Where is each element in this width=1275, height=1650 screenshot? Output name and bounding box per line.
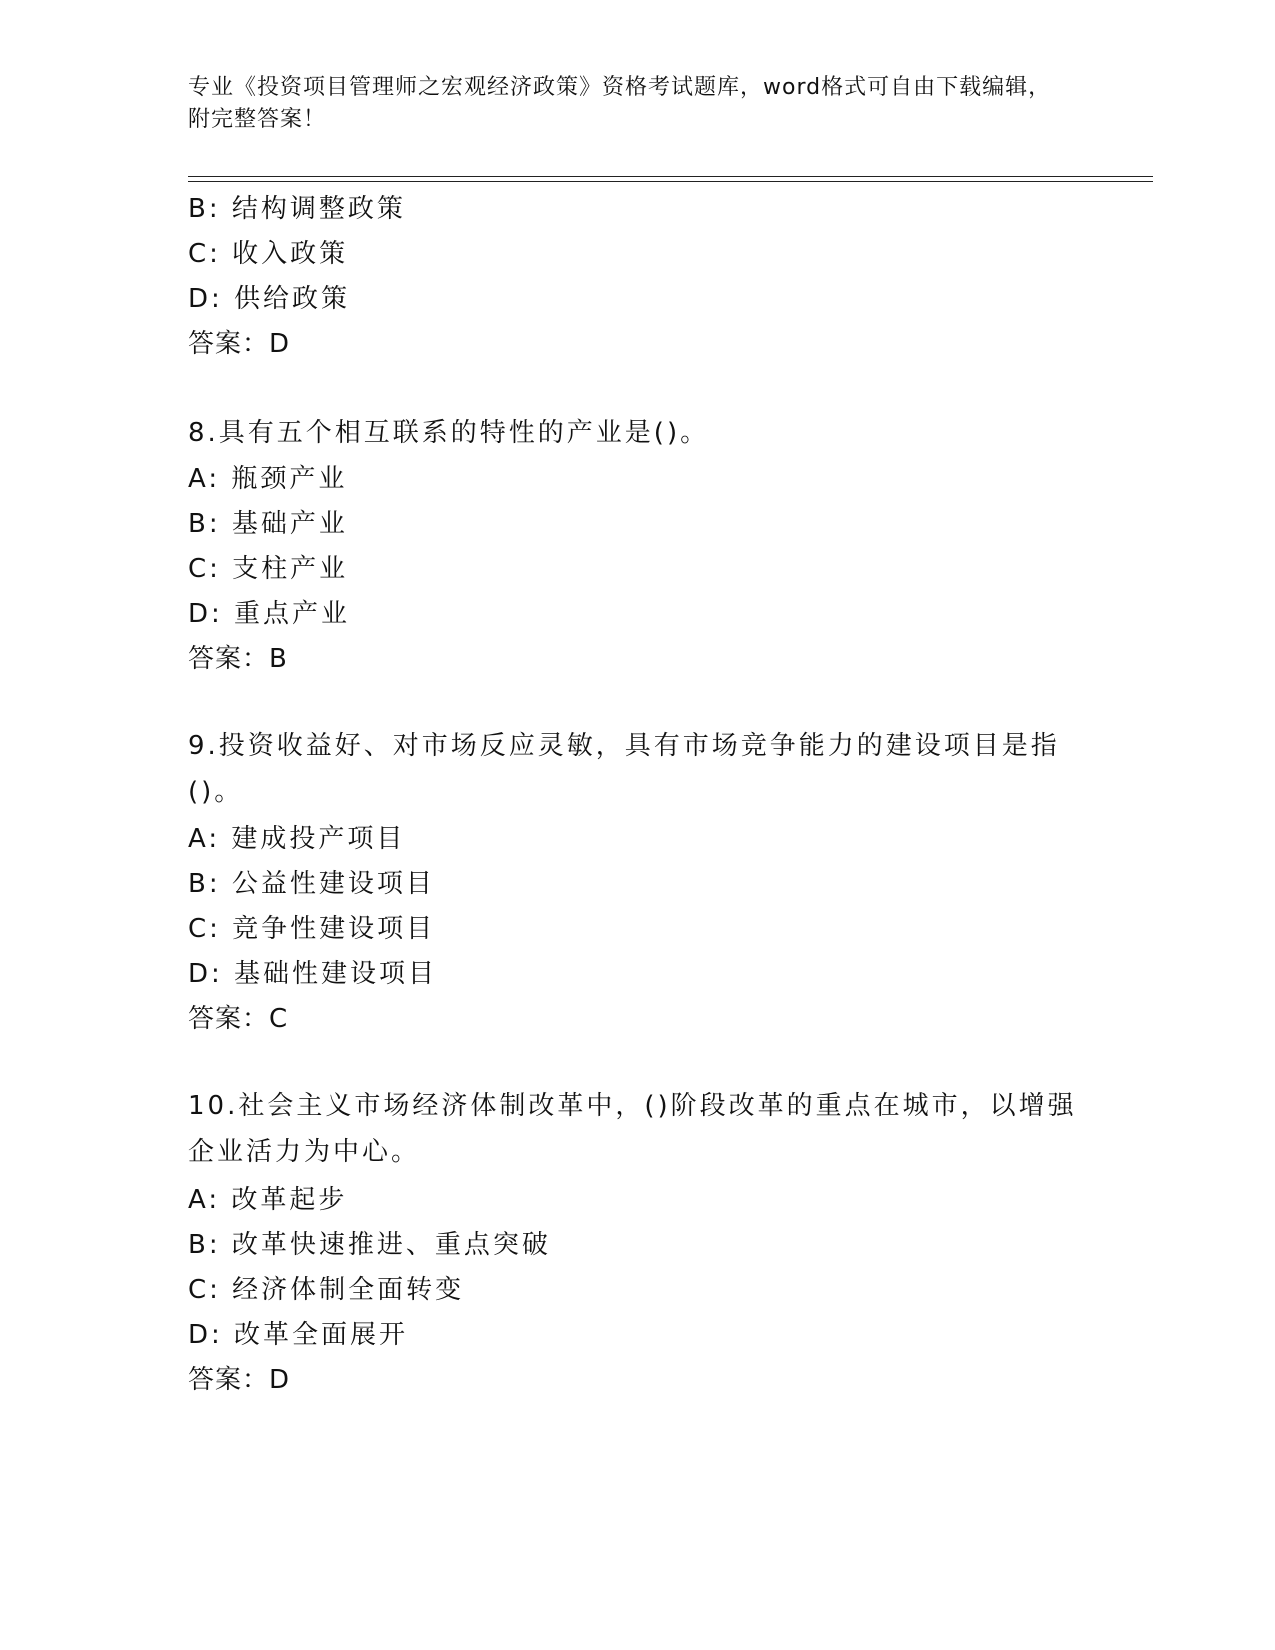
option-c: C: 经济体制全面转变 xyxy=(188,1275,465,1305)
question-stem: 9.投资收益好、对市场反应灵敏，具有市场竞争能力的建设项目是指()。 xyxy=(188,731,1060,807)
option-c: C: 支柱产业 xyxy=(188,554,349,584)
option-a: A: 建成投产项目 xyxy=(188,824,406,854)
option-c: C: 竞争性建设项目 xyxy=(188,914,436,944)
header-divider-bottom xyxy=(188,181,1153,182)
option-d: D: 供给政策 xyxy=(188,284,351,314)
answer: 答案：C xyxy=(188,1004,289,1034)
option-b: B: 结构调整政策 xyxy=(188,194,406,224)
answer: 答案：D xyxy=(188,1365,291,1395)
answer: 答案：B xyxy=(188,644,288,674)
option-b: B: 改革快速推进、重点突破 xyxy=(188,1230,551,1260)
option-a: A: 瓶颈产业 xyxy=(188,464,348,494)
option-a: A: 改革起步 xyxy=(188,1185,348,1215)
option-d: D: 重点产业 xyxy=(188,599,351,629)
question-stem: 8.具有五个相互联系的特性的产业是()。 xyxy=(188,418,710,448)
option-d: D: 改革全面展开 xyxy=(188,1320,409,1350)
option-b: B: 基础产业 xyxy=(188,509,348,539)
answer: 答案：D xyxy=(188,329,291,359)
option-c: C: 收入政策 xyxy=(188,239,349,269)
document-header: 专业《投资项目管理师之宏观经济政策》资格考试题库，word格式可自由下载编辑，附完整答案！ xyxy=(188,75,1052,132)
question-stem: 10.社会主义市场经济体制改革中，()阶段改革的重点在城市，以增强企业活力为中心。 xyxy=(188,1091,1077,1167)
option-d: D: 基础性建设项目 xyxy=(188,959,438,989)
header-divider-top xyxy=(188,176,1153,177)
option-b: B: 公益性建设项目 xyxy=(188,869,435,899)
